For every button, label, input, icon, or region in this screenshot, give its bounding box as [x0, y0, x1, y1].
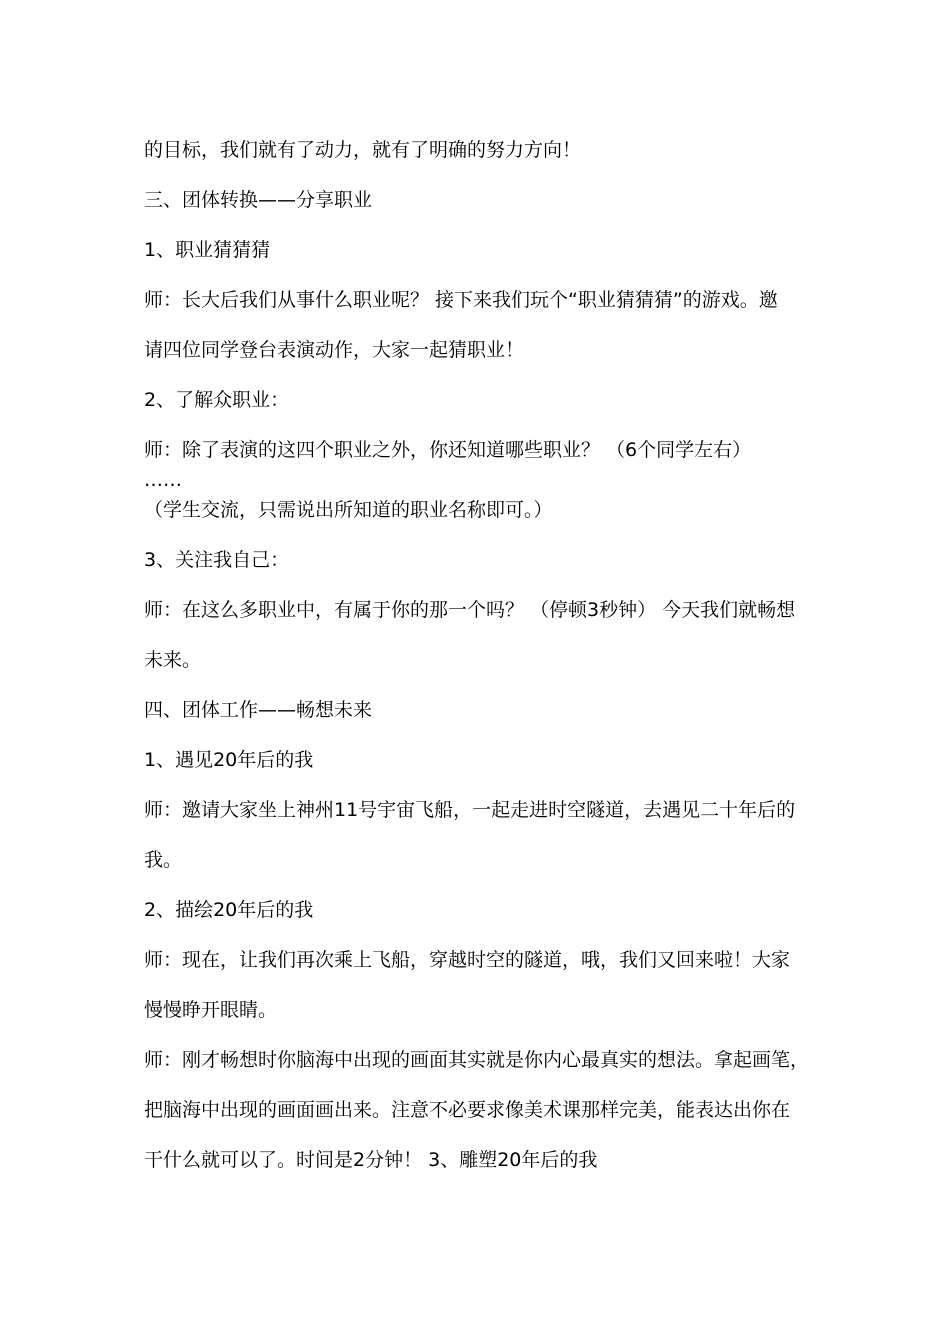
subsection-heading: 3、关注我自己： [144, 549, 290, 571]
section-heading: 三、团体转换——分享职业 [144, 189, 373, 211]
subsection-heading: 1、遇见20年后的我 [144, 749, 314, 771]
paragraph-line: 未来。 [144, 649, 202, 671]
paragraph-line: 请四位同学登台表演动作，大家一起猜职业！ [144, 339, 525, 361]
paragraph-line: 把脑海中出现的画面画出来。注意不必要求像美术课那样完美，能表达出你在 [144, 1099, 791, 1121]
paragraph-line: 师：现在，让我们再次乘上飞船，穿越时空的隧道，哦，我们又回来啦！大家 [144, 949, 791, 971]
subsection-heading: 2、了解众职业： [144, 389, 290, 411]
paragraph-line: 干什么就可以了。时间是2分钟！ 3、雕塑20年后的我 [144, 1149, 598, 1171]
paragraph-line: 师：长大后我们从事什么职业呢？ 接下来我们玩个“职业猜猜猜”的游戏。邀 [144, 289, 778, 311]
paragraph-line: 我。 [144, 849, 183, 871]
paragraph-line: 的目标，我们就有了动力，就有了明确的努力方向！ [144, 139, 582, 161]
ellipsis-line: …… [144, 469, 182, 491]
paragraph-line: 师：除了表演的这四个职业之外，你还知道哪些职业？ （6个同学左右） [144, 439, 752, 461]
paragraph-line: （学生交流，只需说出所知道的职业名称即可。） [144, 499, 553, 521]
subsection-heading: 1、职业猜猜猜 [144, 239, 271, 261]
paragraph-line: 慢慢睁开眼睛。 [144, 999, 278, 1021]
document-body [144, 137, 824, 1173]
paragraph-line: 师：邀请大家坐上神州11号宇宙飞船，一起走进时空隧道，去遇见二十年后的 [144, 799, 796, 821]
paragraph-line: 师：刚才畅想时你脑海中出现的画面其实就是你内心最真实的想法。拿起画笔， [144, 1049, 810, 1071]
paragraph-line: 师：在这么多职业中，有属于你的那一个吗？ （停顿3秒钟） 今天我们就畅想 [144, 599, 796, 621]
subsection-heading: 2、描绘20年后的我 [144, 899, 314, 921]
section-heading: 四、团体工作——畅想未来 [144, 699, 373, 721]
